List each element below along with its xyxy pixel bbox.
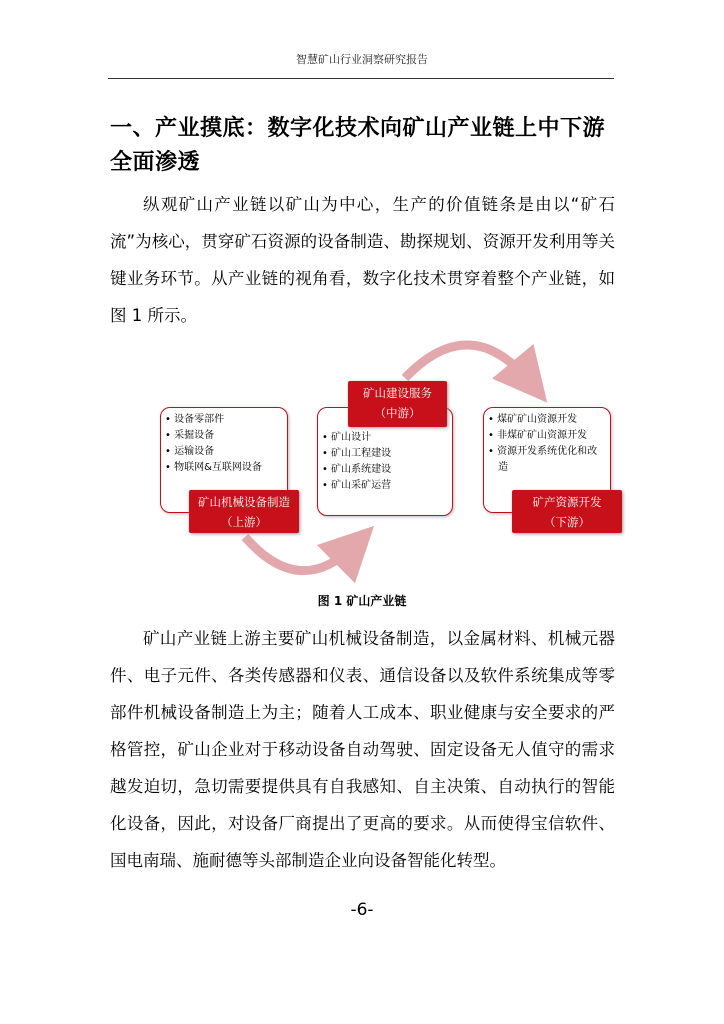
list-item: • 资源开发系统优化和改造 — [498, 444, 604, 476]
section-heading: 一、产业摸底：数字化技术向矿山产业链上中下游全面渗透 — [110, 116, 606, 175]
label-stage: （中游） — [374, 406, 421, 420]
downstream-label — [512, 490, 622, 533]
running-header: 智慧矿山行业洞察研究报告 — [296, 53, 428, 66]
figure-caption: 图 1 矿山产业链 — [317, 594, 407, 608]
paragraph-2: 矿山产业链上游主要矿山机械设备制造，以金属材料、机械元器件、电子元件、各类传感器和仪表、通信设备以及软件系统集成等零部件机械设备制造上为主；随着人工成本、职业健康与安全要求的严格管控，矿山企业对于移动设备自动驾驶、固定设备无人值守的需求越发迫切，急切需要提供具有自我感知、自主决策、自动执行的智能化设备，因此，对设备厂商提出了更高的要求。从而使得宝信软件、国电南瑞、施耐德等头部制造企业向设备智能化转型。 — [110, 629, 615, 870]
list-item: • 运输设备 — [175, 444, 287, 460]
label-title: 矿山机械设备制造 — [198, 495, 290, 509]
midstream-label — [348, 381, 447, 427]
list-item: • 设备零部件 — [175, 412, 287, 428]
list-item: • 矿山设计 — [332, 430, 452, 446]
paragraph-1: 纵观矿山产业链以矿山为中心，生产的价值链条是由以“矿石流”为核心，贯穿矿石资源的设备制造、勘探规划、资源开发利用等关键业务环节。从产业链的视角看，数字化技术贯穿着整个产业链，如图 1 所示。 — [110, 195, 615, 325]
arrow-lower — [245, 537, 355, 571]
upstream-label — [189, 490, 299, 533]
label-stage: （上游） — [221, 515, 267, 529]
page-number: -6- — [350, 900, 374, 920]
label-title: 矿山建设服务 — [363, 386, 432, 400]
label-stage: （下游） — [544, 515, 590, 529]
list-item: • 矿山工程建设 — [332, 446, 452, 462]
arrow-upper — [405, 345, 530, 382]
list-item: • 矿山系统建设 — [332, 462, 452, 478]
list-item: • 非煤矿矿山资源开发 — [498, 428, 604, 444]
list-item: • 物联网&互联网设备 — [175, 460, 287, 476]
label-title: 矿产资源开发 — [532, 495, 602, 509]
list-item: • 采掘设备 — [175, 428, 287, 444]
list-item: • 矿山采矿运营 — [332, 478, 452, 494]
list-item: • 煤矿矿山资源开发 — [498, 412, 604, 428]
